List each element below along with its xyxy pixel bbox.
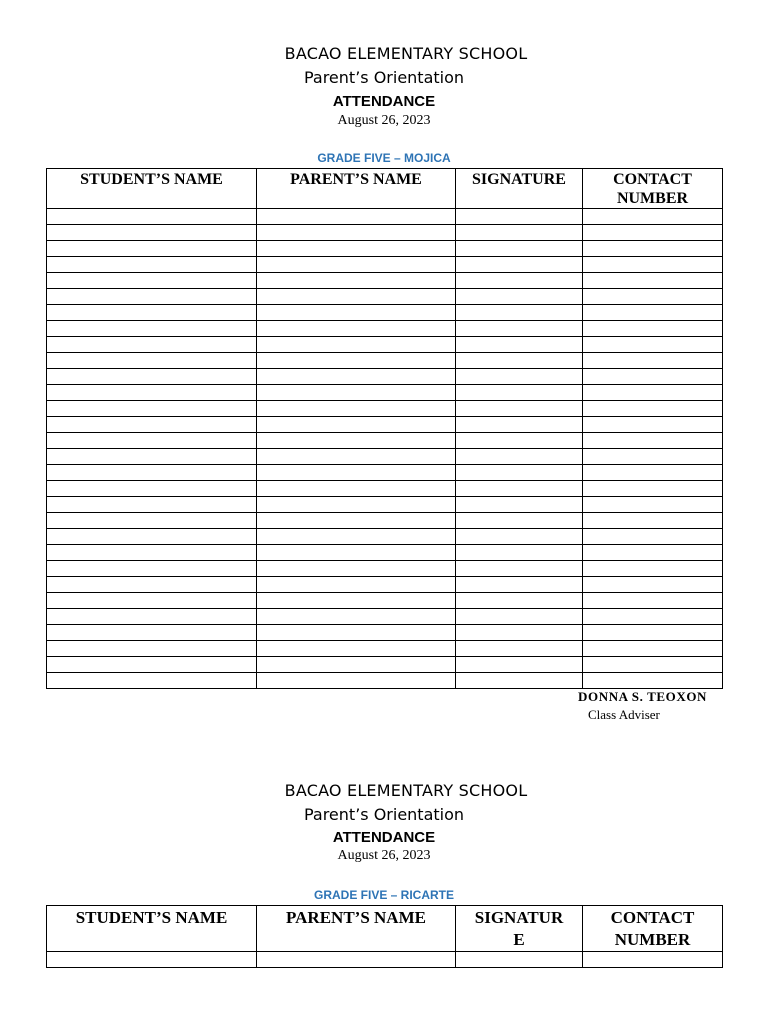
blank-cell bbox=[257, 465, 456, 481]
blank-cell bbox=[456, 241, 583, 257]
blank-cell bbox=[257, 353, 456, 369]
blank-cell bbox=[583, 209, 723, 225]
blank-cell bbox=[456, 273, 583, 289]
table-row bbox=[47, 449, 723, 465]
blank-cell bbox=[47, 529, 257, 545]
blank-cell bbox=[257, 529, 456, 545]
blank-cell bbox=[257, 225, 456, 241]
blank-cell bbox=[47, 417, 257, 433]
blank-cell bbox=[456, 481, 583, 497]
table-row bbox=[47, 289, 723, 305]
blank-cell bbox=[583, 641, 723, 657]
table-row bbox=[47, 497, 723, 513]
blank-cell bbox=[47, 593, 257, 609]
blank-cell bbox=[583, 497, 723, 513]
blank-cell bbox=[257, 289, 456, 305]
blank-cell bbox=[456, 561, 583, 577]
blank-cell bbox=[456, 209, 583, 225]
blank-cell bbox=[456, 449, 583, 465]
blank-cell bbox=[456, 289, 583, 305]
table-row bbox=[47, 513, 723, 529]
blank-cell bbox=[47, 657, 257, 673]
blank-cell bbox=[456, 417, 583, 433]
blank-cell bbox=[583, 529, 723, 545]
blank-cell bbox=[583, 257, 723, 273]
table-row bbox=[47, 241, 723, 257]
blank-cell bbox=[456, 497, 583, 513]
column-header-parent-name: PARENT’S NAME bbox=[257, 169, 456, 209]
blank-cell bbox=[257, 433, 456, 449]
table-body bbox=[47, 952, 723, 968]
blank-cell bbox=[47, 385, 257, 401]
table-row bbox=[47, 609, 723, 625]
blank-cell bbox=[456, 385, 583, 401]
blank-cell bbox=[583, 481, 723, 497]
table-header-row bbox=[47, 906, 723, 952]
table-row bbox=[47, 401, 723, 417]
blank-cell bbox=[257, 321, 456, 337]
blank-cell bbox=[583, 369, 723, 385]
blank-cell bbox=[583, 657, 723, 673]
event-title: Parent’s Orientation bbox=[303, 805, 465, 824]
attendance-table-ricarte bbox=[46, 905, 723, 968]
blank-cell bbox=[583, 625, 723, 641]
blank-cell bbox=[583, 305, 723, 321]
blank-cell bbox=[583, 433, 723, 449]
attendance-heading: ATTENDANCE bbox=[332, 829, 436, 846]
table-row bbox=[47, 385, 723, 401]
blank-cell bbox=[257, 257, 456, 273]
column-header-student-name: STUDENT’S NAME bbox=[47, 906, 257, 952]
blank-cell bbox=[257, 417, 456, 433]
blank-cell bbox=[257, 369, 456, 385]
column-header-student-name: STUDENT’S NAME bbox=[47, 169, 257, 209]
school-name: BACAO ELEMENTARY SCHOOL bbox=[284, 781, 528, 800]
blank-cell bbox=[47, 321, 257, 337]
blank-cell bbox=[583, 952, 723, 968]
blank-cell bbox=[257, 593, 456, 609]
blank-cell bbox=[47, 545, 257, 561]
blank-cell bbox=[47, 449, 257, 465]
blank-cell bbox=[456, 593, 583, 609]
blank-cell bbox=[583, 449, 723, 465]
table-row bbox=[47, 321, 723, 337]
table-row bbox=[47, 257, 723, 273]
blank-cell bbox=[47, 305, 257, 321]
grade-section-label: GRADE FIVE – MOJICA bbox=[317, 151, 451, 165]
blank-cell bbox=[583, 401, 723, 417]
blank-cell bbox=[583, 321, 723, 337]
blank-cell bbox=[583, 337, 723, 353]
column-header-contact-number: CONTACT NUMBER bbox=[583, 906, 723, 952]
blank-cell bbox=[583, 417, 723, 433]
blank-cell bbox=[47, 337, 257, 353]
blank-cell bbox=[47, 481, 257, 497]
blank-cell bbox=[257, 609, 456, 625]
blank-cell bbox=[257, 577, 456, 593]
blank-cell bbox=[456, 257, 583, 273]
blank-cell bbox=[257, 625, 456, 641]
blank-cell bbox=[583, 545, 723, 561]
table-row bbox=[47, 433, 723, 449]
attendance-heading: ATTENDANCE bbox=[332, 93, 436, 110]
table-body bbox=[47, 209, 723, 689]
table-row bbox=[47, 577, 723, 593]
blank-cell bbox=[47, 465, 257, 481]
blank-cell bbox=[47, 401, 257, 417]
blank-cell bbox=[47, 952, 257, 968]
blank-cell bbox=[583, 289, 723, 305]
blank-cell bbox=[47, 257, 257, 273]
blank-cell bbox=[47, 241, 257, 257]
blank-cell bbox=[456, 337, 583, 353]
blank-cell bbox=[47, 433, 257, 449]
blank-cell bbox=[456, 577, 583, 593]
blank-cell bbox=[47, 577, 257, 593]
blank-cell bbox=[456, 641, 583, 657]
event-date: August 26, 2023 bbox=[337, 113, 431, 128]
table-row bbox=[47, 561, 723, 577]
column-header-signature: SIGNATURE bbox=[456, 169, 583, 209]
blank-cell bbox=[456, 673, 583, 689]
blank-cell bbox=[583, 241, 723, 257]
blank-cell bbox=[47, 369, 257, 385]
blank-cell bbox=[583, 353, 723, 369]
table-header-row bbox=[47, 169, 723, 209]
event-date: August 26, 2023 bbox=[337, 848, 431, 863]
blank-cell bbox=[257, 241, 456, 257]
table-row bbox=[47, 305, 723, 321]
blank-cell bbox=[583, 273, 723, 289]
blank-cell bbox=[456, 545, 583, 561]
blank-cell bbox=[583, 609, 723, 625]
blank-cell bbox=[257, 497, 456, 513]
adviser-name: DONNA S. TEOXON bbox=[578, 689, 708, 704]
table-row bbox=[47, 481, 723, 497]
table-row bbox=[47, 465, 723, 481]
table-row bbox=[47, 952, 723, 968]
blank-cell bbox=[47, 641, 257, 657]
attendance-table-mojica bbox=[46, 168, 723, 689]
column-header-signature: SIGNATUR E bbox=[456, 906, 583, 952]
table-row bbox=[47, 337, 723, 353]
blank-cell bbox=[456, 321, 583, 337]
table-row bbox=[47, 369, 723, 385]
blank-cell bbox=[47, 497, 257, 513]
blank-cell bbox=[257, 481, 456, 497]
blank-cell bbox=[257, 337, 456, 353]
blank-cell bbox=[456, 353, 583, 369]
blank-cell bbox=[47, 609, 257, 625]
table-row bbox=[47, 417, 723, 433]
table-row bbox=[47, 673, 723, 689]
blank-cell bbox=[583, 513, 723, 529]
blank-cell bbox=[456, 657, 583, 673]
blank-cell bbox=[47, 513, 257, 529]
blank-cell bbox=[456, 952, 583, 968]
blank-cell bbox=[47, 561, 257, 577]
blank-cell bbox=[583, 225, 723, 241]
blank-cell bbox=[47, 625, 257, 641]
table-row bbox=[47, 209, 723, 225]
blank-cell bbox=[456, 225, 583, 241]
column-header-contact-number: CONTACT NUMBER bbox=[583, 169, 723, 209]
column-header-parent-name: PARENT’S NAME bbox=[257, 906, 456, 952]
blank-cell bbox=[456, 433, 583, 449]
blank-cell bbox=[257, 673, 456, 689]
blank-cell bbox=[583, 385, 723, 401]
table-row bbox=[47, 641, 723, 657]
blank-cell bbox=[456, 625, 583, 641]
blank-cell bbox=[257, 545, 456, 561]
blank-cell bbox=[257, 513, 456, 529]
blank-cell bbox=[47, 273, 257, 289]
table-row bbox=[47, 225, 723, 241]
event-title: Parent’s Orientation bbox=[303, 68, 465, 87]
blank-cell bbox=[257, 641, 456, 657]
blank-cell bbox=[583, 593, 723, 609]
table-row bbox=[47, 625, 723, 641]
blank-cell bbox=[47, 353, 257, 369]
blank-cell bbox=[456, 369, 583, 385]
blank-cell bbox=[47, 209, 257, 225]
adviser-title: Class Adviser bbox=[588, 707, 660, 722]
blank-cell bbox=[456, 305, 583, 321]
blank-cell bbox=[456, 529, 583, 545]
table-row bbox=[47, 273, 723, 289]
table-row bbox=[47, 657, 723, 673]
school-name: BACAO ELEMENTARY SCHOOL bbox=[284, 44, 528, 63]
blank-cell bbox=[456, 609, 583, 625]
blank-cell bbox=[47, 225, 257, 241]
blank-cell bbox=[257, 273, 456, 289]
grade-section-label: GRADE FIVE – RICARTE bbox=[313, 888, 454, 902]
blank-cell bbox=[257, 305, 456, 321]
blank-cell bbox=[257, 561, 456, 577]
blank-cell bbox=[583, 673, 723, 689]
blank-cell bbox=[257, 449, 456, 465]
blank-cell bbox=[583, 561, 723, 577]
blank-cell bbox=[456, 401, 583, 417]
blank-cell bbox=[257, 209, 456, 225]
table-row bbox=[47, 529, 723, 545]
blank-cell bbox=[257, 401, 456, 417]
blank-cell bbox=[257, 657, 456, 673]
table-row bbox=[47, 353, 723, 369]
blank-cell bbox=[257, 952, 456, 968]
blank-cell bbox=[456, 513, 583, 529]
blank-cell bbox=[583, 465, 723, 481]
blank-cell bbox=[47, 289, 257, 305]
table-row bbox=[47, 593, 723, 609]
table-row bbox=[47, 545, 723, 561]
blank-cell bbox=[456, 465, 583, 481]
blank-cell bbox=[583, 577, 723, 593]
blank-cell bbox=[257, 385, 456, 401]
blank-cell bbox=[47, 673, 257, 689]
